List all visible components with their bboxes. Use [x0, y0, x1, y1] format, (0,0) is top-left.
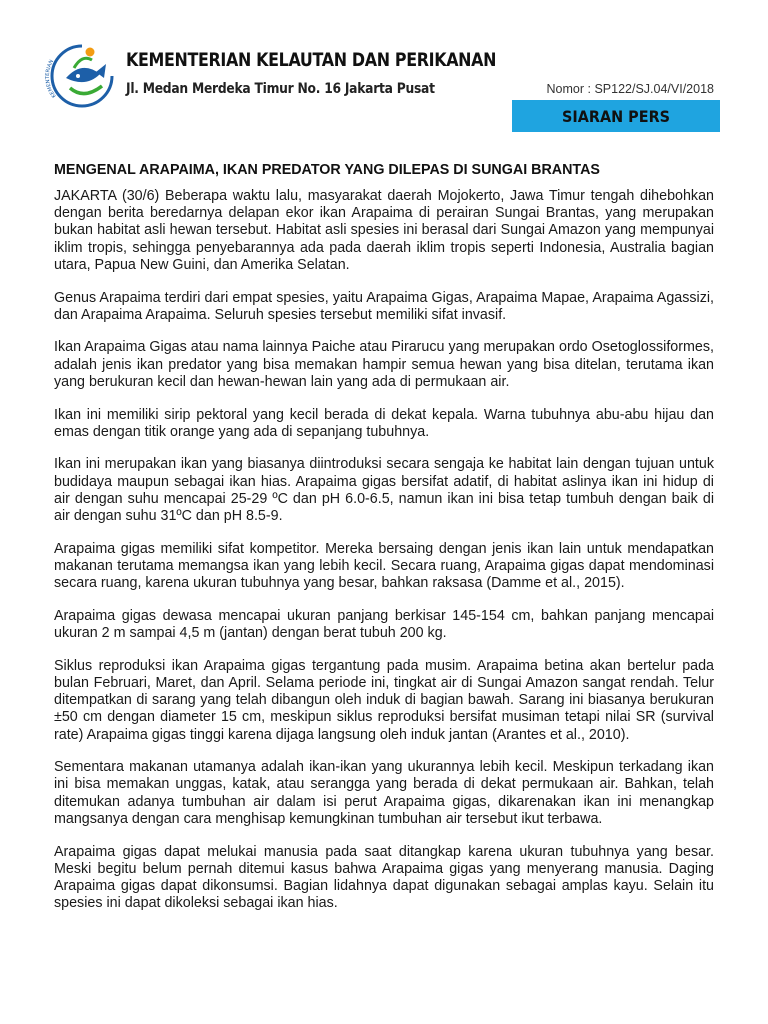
- press-release-badge: [512, 100, 720, 132]
- ministry-logo: [44, 38, 120, 114]
- paragraph: Genus Arapaima terdiri dari empat spesies, yaitu Arapaima Gigas, Arapaima Mapae, Arapaima Agassizi, dan Arapaima Arapaima. Seluruh spesies tersebut memiliki sifat invasif.: [54, 289, 714, 323]
- logo-text: KEMENTERIAN: [44, 58, 58, 99]
- paragraph: Arapaima gigas dapat melukai manusia pada saat ditangkap karena ukuran tubuhnya yang besar. Meski begitu belum pernah ditemui kasus bahwa Arapaima gigas yang menyerang manusia. Daging Arapaima gigas dapat dikonsumsi. Bagian lidahnya dapat digunakan sebagai amplas kayu. Selain itu spesies ini dapat dikoleksi sebagai ikan hias.: [54, 843, 714, 912]
- paragraph: Ikan Arapaima Gigas atau nama lainnya Paiche atau Pirarucu yang merupakan ordo Osetoglossiformes, adalah jenis ikan predator yang bisa memakan hampir semua hewan yang bisa ditelan, terutama ikan yang berukuran kecil dan hewan-hewan lain yang ada di permukaan air.: [54, 339, 714, 390]
- paragraph: Sementara makanan utamanya adalah ikan-ikan yang ukurannya lebih kecil. Meskipun terkadang ikan ini bisa memakan unggas, katak, atau serangga yang berada di dekat permukaan air. Bahkan, telah ditemukan adanya tumbuhan air dalam isi perut Arapaima gigas, dikarenakan ikan ini menangkap mangsanya dengan cara menghisap kemungkinan tumbuhan air tersebut ikut terbawa.: [54, 759, 714, 827]
- paragraph: Arapaima gigas dewasa mencapai ukuran panjang berkisar 145-154 cm, bahkan panjang mencapai ukuran 2 m sampai 4,5 m (jantan) dengan berat tubuh 200 kg.: [54, 607, 714, 642]
- article-title: MENGENAL ARAPAIMA, IKAN PREDATOR YANG DILEPAS DI SUNGAI BRANTAS: [54, 162, 600, 178]
- paragraph: Siklus reproduksi ikan Arapaima gigas tergantung pada musim. Arapaima betina akan bertelur pada bulan Februari, Maret, dan April. Selama periode ini, tingkat air di Sungai Amazon sangat rendah. Telur ditempatkan di sarang yang telah dibangun oleh induk di bagian bawah. Sarang ini biasanya berukuran ±50 cm dengan diameter 15 cm, meskipun siklus reproduksi bersifat musiman tetapi nilai SR (survival rate) Arapaima gigas tinggi karena dijaga langsung oleh induk jantan (Arantes et al., 2010).: [54, 657, 714, 743]
- press-release-label: SIARAN PERS: [561, 106, 671, 126]
- ministry-name: KEMENTERIAN KELAUTAN DAN PERIKANAN: [126, 50, 497, 71]
- ministry-address: Jl. Medan Merdeka Timur No. 16 Jakarta Pusat: [126, 81, 435, 97]
- paragraph: Ikan ini memiliki sirip pektoral yang kecil berada di dekat kepala. Warna tubuhnya abu-abu hijau dan emas dengan titik orange yang ada di sepanjang tubuhnya.: [54, 406, 714, 440]
- paragraph: JAKARTA (30/6) Beberapa waktu lalu, masyarakat daerah Mojokerto, Jawa Timur tengah dihebohkan dengan berita beredarnya delapan ekor ikan Arapaima di perairan Sungai Brantas, yang merupakan bukan habitat asli hewan tersebut. Habitat asli spesies ini berasal dari Sungai Amazon yang mempunyai iklim tropis, sehingga penyebarannya ada pada daerah iklim tropis seperti Indonesia, Australia bagian utara, Papua New Guini, dan Amerika Selatan.: [54, 188, 714, 273]
- paragraph: Ikan ini merupakan ikan yang biasanya diintroduksi secara sengaja ke habitat lain dengan tujuan untuk budidaya maupun sebagai ikan hias. Arapaima gigas bersifat adatif, di habitat aslinya ikan ini hidup di air dengan suhu mencapai 25-29 ºC dan pH 6.0-6.5, namun ikan ini bisa tetap tumbuh dengan baik di air dengan suhu 31ºC dan pH 8.5-9.: [54, 456, 714, 525]
- paragraph: Arapaima gigas memiliki sifat kompetitor. Mereka bersaing dengan jenis ikan lain untuk mendapatkan makanan terutama memangsa ikan yang lebih kecil. Secara ruang, Arapaima gigas dapat mendominasi secara ruang, karena ukuran tubuhnya yang besar, bahkan raksasa (Damme et al., 2015).: [54, 540, 714, 592]
- article-body: [54, 188, 714, 928]
- document-number: Nomor : SP122/SJ.04/VI/2018: [546, 82, 714, 96]
